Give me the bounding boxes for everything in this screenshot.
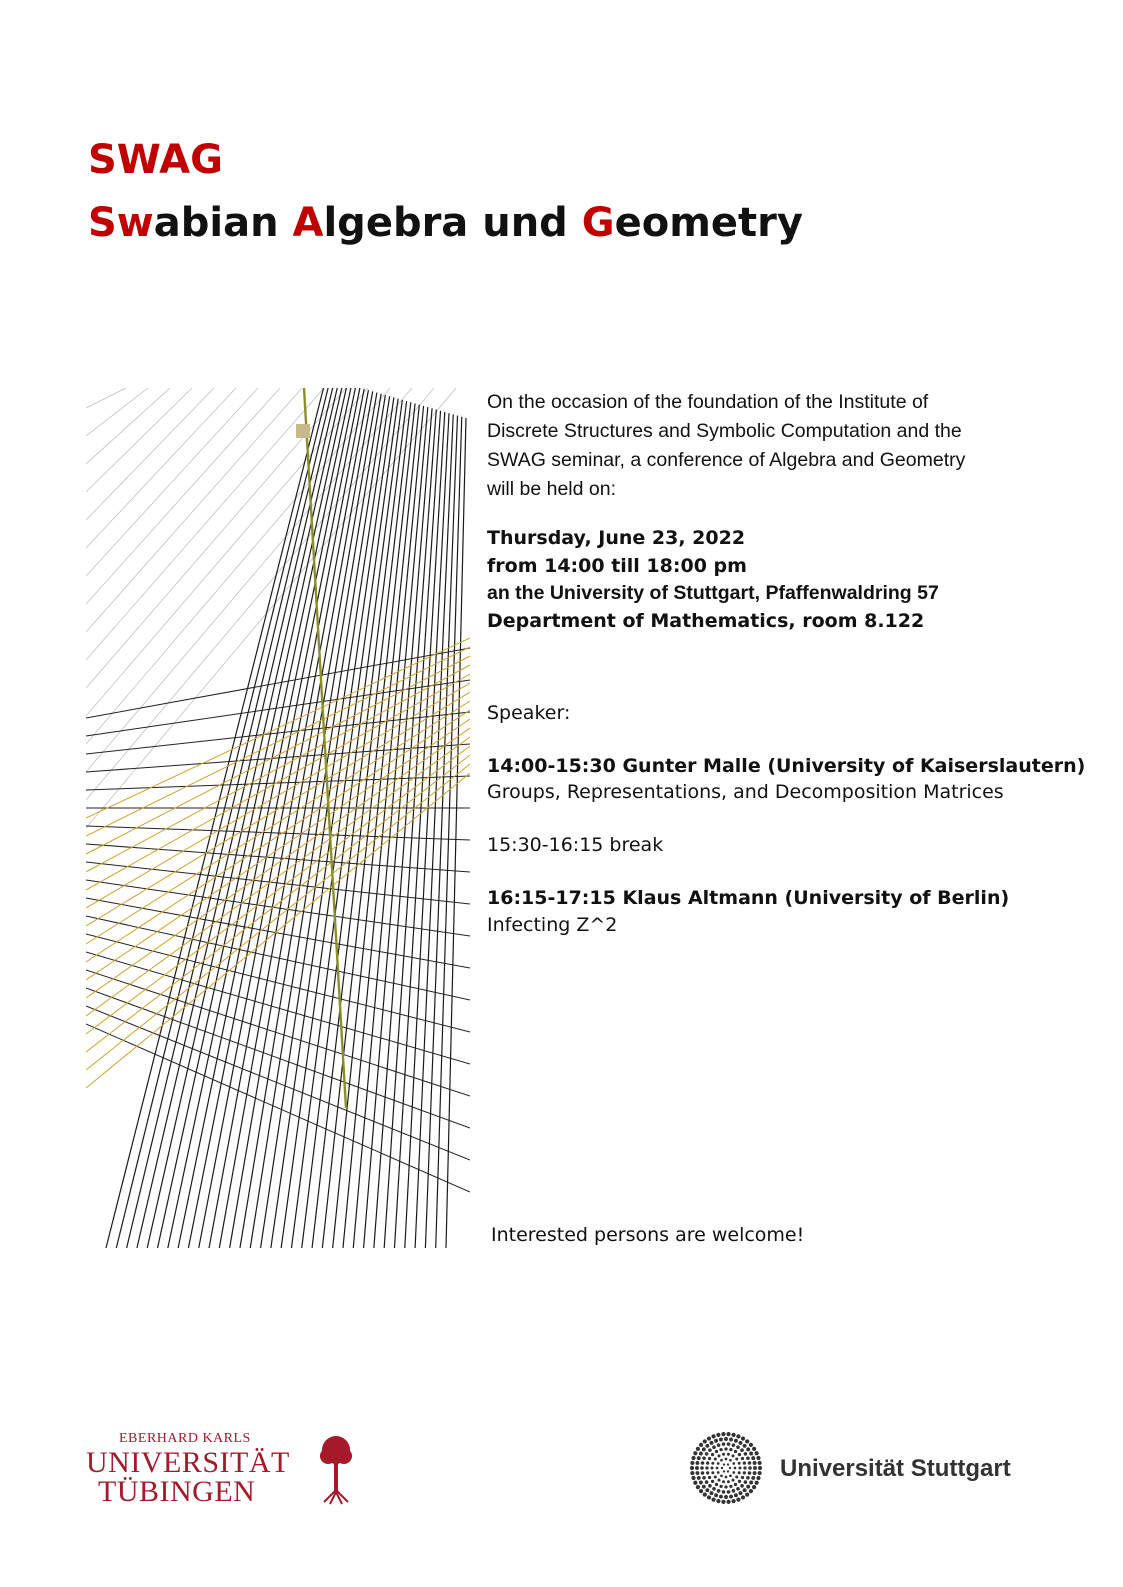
sphere-dot <box>711 1462 714 1465</box>
sphere-dot <box>699 1452 703 1456</box>
sphere-dot <box>708 1476 711 1479</box>
sphere-dot <box>722 1490 726 1494</box>
sphere-dot <box>725 1476 728 1479</box>
sphere-dot <box>711 1480 714 1483</box>
sphere-dot <box>744 1452 748 1456</box>
sphere-dot <box>741 1476 744 1479</box>
sphere-dot <box>727 1490 731 1494</box>
sphere-dot <box>723 1463 725 1465</box>
sphere-dot <box>732 1462 735 1465</box>
sphere-dot <box>748 1471 752 1475</box>
sphere-dot <box>707 1436 711 1440</box>
sphere-dot <box>705 1480 709 1484</box>
sphere-dot <box>734 1467 737 1470</box>
sphere-dot <box>729 1495 733 1499</box>
sphere-dot <box>755 1481 759 1485</box>
sphere-dot <box>736 1498 740 1502</box>
sphere-dot <box>752 1447 756 1451</box>
sphere-dot <box>705 1444 709 1448</box>
sphere-dot <box>732 1443 736 1447</box>
tuebingen-logo <box>86 1428 366 1508</box>
sphere-dot <box>722 1453 725 1456</box>
sphere-dot <box>758 1466 762 1470</box>
sphere-dot <box>727 1442 731 1446</box>
sphere-dot <box>697 1476 701 1480</box>
sphere-dot <box>703 1492 707 1496</box>
event-details <box>487 525 939 635</box>
sphere-dot <box>722 1442 726 1446</box>
sphere-dot <box>734 1493 738 1497</box>
sphere-dot <box>726 1500 730 1504</box>
sphere-dot <box>729 1474 732 1477</box>
sphere-dot <box>705 1466 708 1469</box>
title-part: lgebra und <box>323 200 582 246</box>
sphere-dot <box>741 1457 744 1460</box>
intro-line: will be held on: <box>487 478 616 500</box>
sphere-dot <box>716 1467 719 1470</box>
sphere-dot <box>724 1485 727 1488</box>
sphere-dot <box>718 1479 721 1482</box>
sphere-dot <box>710 1441 714 1445</box>
sphere-dot <box>738 1480 741 1483</box>
sphere-dot <box>726 1432 730 1436</box>
sphere-dot <box>753 1461 757 1465</box>
art-string <box>86 988 470 1128</box>
event-room: Department of Mathematics, room 8.122 <box>487 609 925 632</box>
sphere-dot <box>729 1448 732 1451</box>
sphere-dot <box>752 1485 756 1489</box>
sphere-dot <box>741 1436 745 1440</box>
art-string <box>86 970 470 1096</box>
sphere-dot <box>716 1499 720 1503</box>
string-art-illustration <box>86 388 470 1248</box>
sphere-dot <box>743 1488 747 1492</box>
sphere-dot <box>745 1492 749 1496</box>
intro-line: SWAG seminar, a conference of Algebra and Geometry <box>487 449 966 471</box>
sphere-dot <box>719 1495 723 1499</box>
sphere-dot <box>691 1476 695 1480</box>
art-string <box>425 416 457 1248</box>
art-string <box>147 388 343 1248</box>
sphere-dot <box>690 1471 694 1475</box>
art-string <box>333 405 420 1248</box>
art-string <box>199 389 364 1248</box>
talk2-title: Infecting Z^2 <box>487 914 618 936</box>
title-part: G <box>581 200 615 246</box>
sphere-dot <box>753 1471 757 1475</box>
talk1-title: Groups, Representations, and Decomposition Matrices <box>487 781 1004 803</box>
sphere-dot <box>724 1447 727 1450</box>
sphere-dot <box>724 1437 728 1441</box>
tuebingen-line2: UNIVERSITÄT <box>86 1446 290 1479</box>
sphere-dot <box>746 1476 750 1480</box>
art-string <box>240 394 381 1248</box>
sphere-dot <box>725 1458 728 1461</box>
sphere-dot <box>735 1458 738 1461</box>
sphere-dot <box>693 1451 697 1455</box>
sphere-dot <box>734 1450 737 1453</box>
sphere-dot <box>691 1456 695 1460</box>
sphere-dot <box>702 1485 706 1489</box>
sphere-dot <box>758 1461 762 1465</box>
sphere-dot <box>749 1481 753 1485</box>
sphere-dot <box>727 1463 729 1465</box>
sphere-dot <box>715 1450 718 1453</box>
sphere-dot <box>690 1466 694 1470</box>
intro-line: Discrete Structures and Symbolic Computation and the <box>487 420 962 442</box>
sphere-dot <box>734 1483 737 1486</box>
sphere-dot <box>695 1471 699 1475</box>
sphere-dot <box>719 1437 723 1441</box>
sphere-dot <box>735 1475 738 1478</box>
sphere-dot <box>711 1453 714 1456</box>
sphere-dot <box>740 1448 744 1452</box>
sphere-dot <box>744 1480 748 1484</box>
sphere-dot <box>743 1461 746 1464</box>
sphere-dot <box>746 1485 750 1489</box>
sphere-dot <box>708 1484 712 1488</box>
sphere-dot <box>732 1454 735 1457</box>
sphere-dot <box>711 1471 714 1474</box>
sphere-dot <box>711 1434 715 1438</box>
sphere-dot <box>706 1471 709 1474</box>
sphere-dot <box>749 1489 753 1493</box>
break-slot: 15:30-16:15 break <box>487 834 664 856</box>
sphere-dot <box>743 1471 746 1474</box>
sphere-dot <box>727 1480 730 1483</box>
sphere-dot <box>740 1484 744 1488</box>
art-string <box>106 388 326 1248</box>
sphere-dot <box>696 1447 700 1451</box>
sphere-dot <box>700 1466 704 1470</box>
sphere-dot <box>699 1489 703 1493</box>
sphere-dot <box>743 1466 746 1469</box>
sphere-dot <box>716 1433 720 1437</box>
sphere-dot <box>702 1456 706 1460</box>
sphere-dot <box>717 1462 720 1465</box>
welcome-note: Interested persons are welcome! <box>491 1224 805 1246</box>
sphere-dot <box>745 1439 749 1443</box>
tree-seal-icon <box>320 1436 352 1504</box>
sphere-dot <box>739 1491 743 1495</box>
sphere-dot <box>710 1491 714 1495</box>
sphere-dot <box>708 1457 711 1460</box>
sphere-dot <box>756 1456 760 1460</box>
art-string <box>394 412 444 1248</box>
sphere-dot <box>705 1488 709 1492</box>
art-string <box>86 388 192 492</box>
sphere-dot <box>729 1485 732 1488</box>
sphere-dot <box>727 1453 730 1456</box>
stuttgart-logo <box>690 1432 1030 1504</box>
speaker-heading: Speaker: <box>487 702 571 724</box>
sphere-dot <box>695 1466 699 1470</box>
art-rod <box>304 388 346 1108</box>
sphere-dot <box>729 1437 733 1441</box>
sphere-dot <box>736 1434 740 1438</box>
sphere-dot <box>724 1495 728 1499</box>
sphere-dot <box>746 1447 750 1451</box>
sphere-dot <box>717 1471 720 1474</box>
sphere-dot <box>719 1448 722 1451</box>
sphere-dot <box>708 1448 712 1452</box>
sphere-dot <box>696 1485 700 1489</box>
sphere-dot <box>703 1439 707 1443</box>
sphere-dot <box>741 1495 745 1499</box>
art-string <box>86 388 236 548</box>
sphere-dot <box>705 1452 709 1456</box>
sphere-dot <box>717 1489 721 1493</box>
sphere-dot <box>755 1451 759 1455</box>
sphere-dot <box>732 1489 736 1493</box>
sphere-dot <box>738 1471 741 1474</box>
sphere-dot <box>749 1452 753 1456</box>
sphere-dot <box>727 1470 729 1472</box>
sphere-dot <box>732 1471 735 1474</box>
tuebingen-line3: TÜBINGEN <box>98 1475 256 1508</box>
sphere-dot <box>714 1475 717 1478</box>
event-date: Thursday, June 23, 2022 <box>487 527 746 549</box>
intro-text <box>487 388 965 504</box>
sphere-dot <box>711 1498 715 1502</box>
sphere-dot <box>720 1474 723 1477</box>
sphere-dot <box>729 1459 732 1462</box>
sphere-dot <box>729 1467 731 1469</box>
sphere-dot <box>738 1453 741 1456</box>
art-string <box>86 746 470 1034</box>
sphere-dot <box>712 1487 716 1491</box>
art-string <box>86 388 126 408</box>
sphere-dot <box>753 1466 757 1470</box>
sphere-dot <box>739 1467 742 1470</box>
sphere-dot <box>715 1483 718 1486</box>
sphere-dot <box>719 1485 722 1488</box>
sphere-dot <box>697 1456 701 1460</box>
talk1-slot: 14:00-15:30 Gunter Malle (University of Kaiserslautern) <box>487 755 1086 777</box>
sphere-dot <box>738 1462 741 1465</box>
sphere-dot <box>751 1456 755 1460</box>
title-part: A <box>292 200 324 246</box>
art-string <box>384 411 440 1248</box>
sphere-dot <box>699 1481 703 1485</box>
art-string <box>86 764 470 1070</box>
sphere-dot <box>706 1461 709 1464</box>
sphere-dot <box>714 1458 717 1461</box>
sphere-dot <box>756 1476 760 1480</box>
sphere-dot <box>699 1443 703 1447</box>
event-title <box>88 200 803 246</box>
sphere-dot <box>736 1487 740 1491</box>
sphere-dot <box>711 1467 714 1470</box>
art-bead <box>296 424 310 438</box>
art-string <box>86 388 214 520</box>
sphere-dot <box>751 1476 755 1480</box>
sphere-dot <box>702 1476 706 1480</box>
sphere-dot <box>701 1471 705 1475</box>
sphere-dot <box>731 1433 735 1437</box>
sphere-dot <box>721 1467 723 1469</box>
title-part: abian <box>153 200 293 246</box>
event-acronym: SWAG <box>88 137 223 183</box>
sphere-dot <box>720 1459 723 1462</box>
art-string <box>86 388 148 436</box>
event-time: from 14:00 till 18:00 pm <box>487 554 747 577</box>
sphere-dot <box>702 1447 706 1451</box>
sphere-dot <box>736 1445 740 1449</box>
sphere-dot <box>693 1481 697 1485</box>
dot-sphere-icon <box>690 1432 762 1504</box>
tuebingen-line1: EBERHARD KARLS <box>119 1431 251 1446</box>
sphere-dot <box>714 1493 718 1497</box>
art-string <box>86 388 302 632</box>
art-string <box>86 388 324 660</box>
art-string <box>86 737 470 1016</box>
sphere-dot <box>723 1470 725 1472</box>
talk2-slot: 16:15-17:15 Klaus Altmann (University of Berlin) <box>487 887 1010 909</box>
stuttgart-name: Universität Stuttgart <box>780 1455 1011 1482</box>
sphere-dot <box>707 1495 711 1499</box>
title-part: Sw <box>88 200 154 246</box>
intro-line: On the occasion of the foundation of the Institute of <box>487 391 929 413</box>
sphere-dot <box>721 1432 725 1436</box>
sphere-dot <box>718 1454 721 1457</box>
sphere-dot <box>732 1479 735 1482</box>
sphere-dot <box>746 1456 750 1460</box>
sphere-dot <box>690 1461 694 1465</box>
sphere-dot <box>748 1466 752 1470</box>
art-string <box>86 773 470 1088</box>
sphere-dot <box>731 1499 735 1503</box>
sphere-dot <box>717 1443 721 1447</box>
sphere-dot <box>758 1471 762 1475</box>
sphere-dot <box>721 1500 725 1504</box>
sphere-dot <box>714 1439 718 1443</box>
sphere-dot <box>749 1443 753 1447</box>
art-string <box>86 776 470 790</box>
sphere-dot <box>712 1445 716 1449</box>
sphere-dot <box>743 1444 747 1448</box>
sphere-dot <box>695 1461 699 1465</box>
sphere-dot <box>748 1461 752 1465</box>
sphere-dot <box>722 1480 725 1483</box>
sphere-dot <box>739 1441 743 1445</box>
sphere-dot <box>701 1461 705 1465</box>
event-place: an the University of Stuttgart, Pfaffenwaldring 57 <box>487 582 939 604</box>
sphere-dot <box>734 1439 738 1443</box>
title-part: eometry <box>614 200 803 246</box>
